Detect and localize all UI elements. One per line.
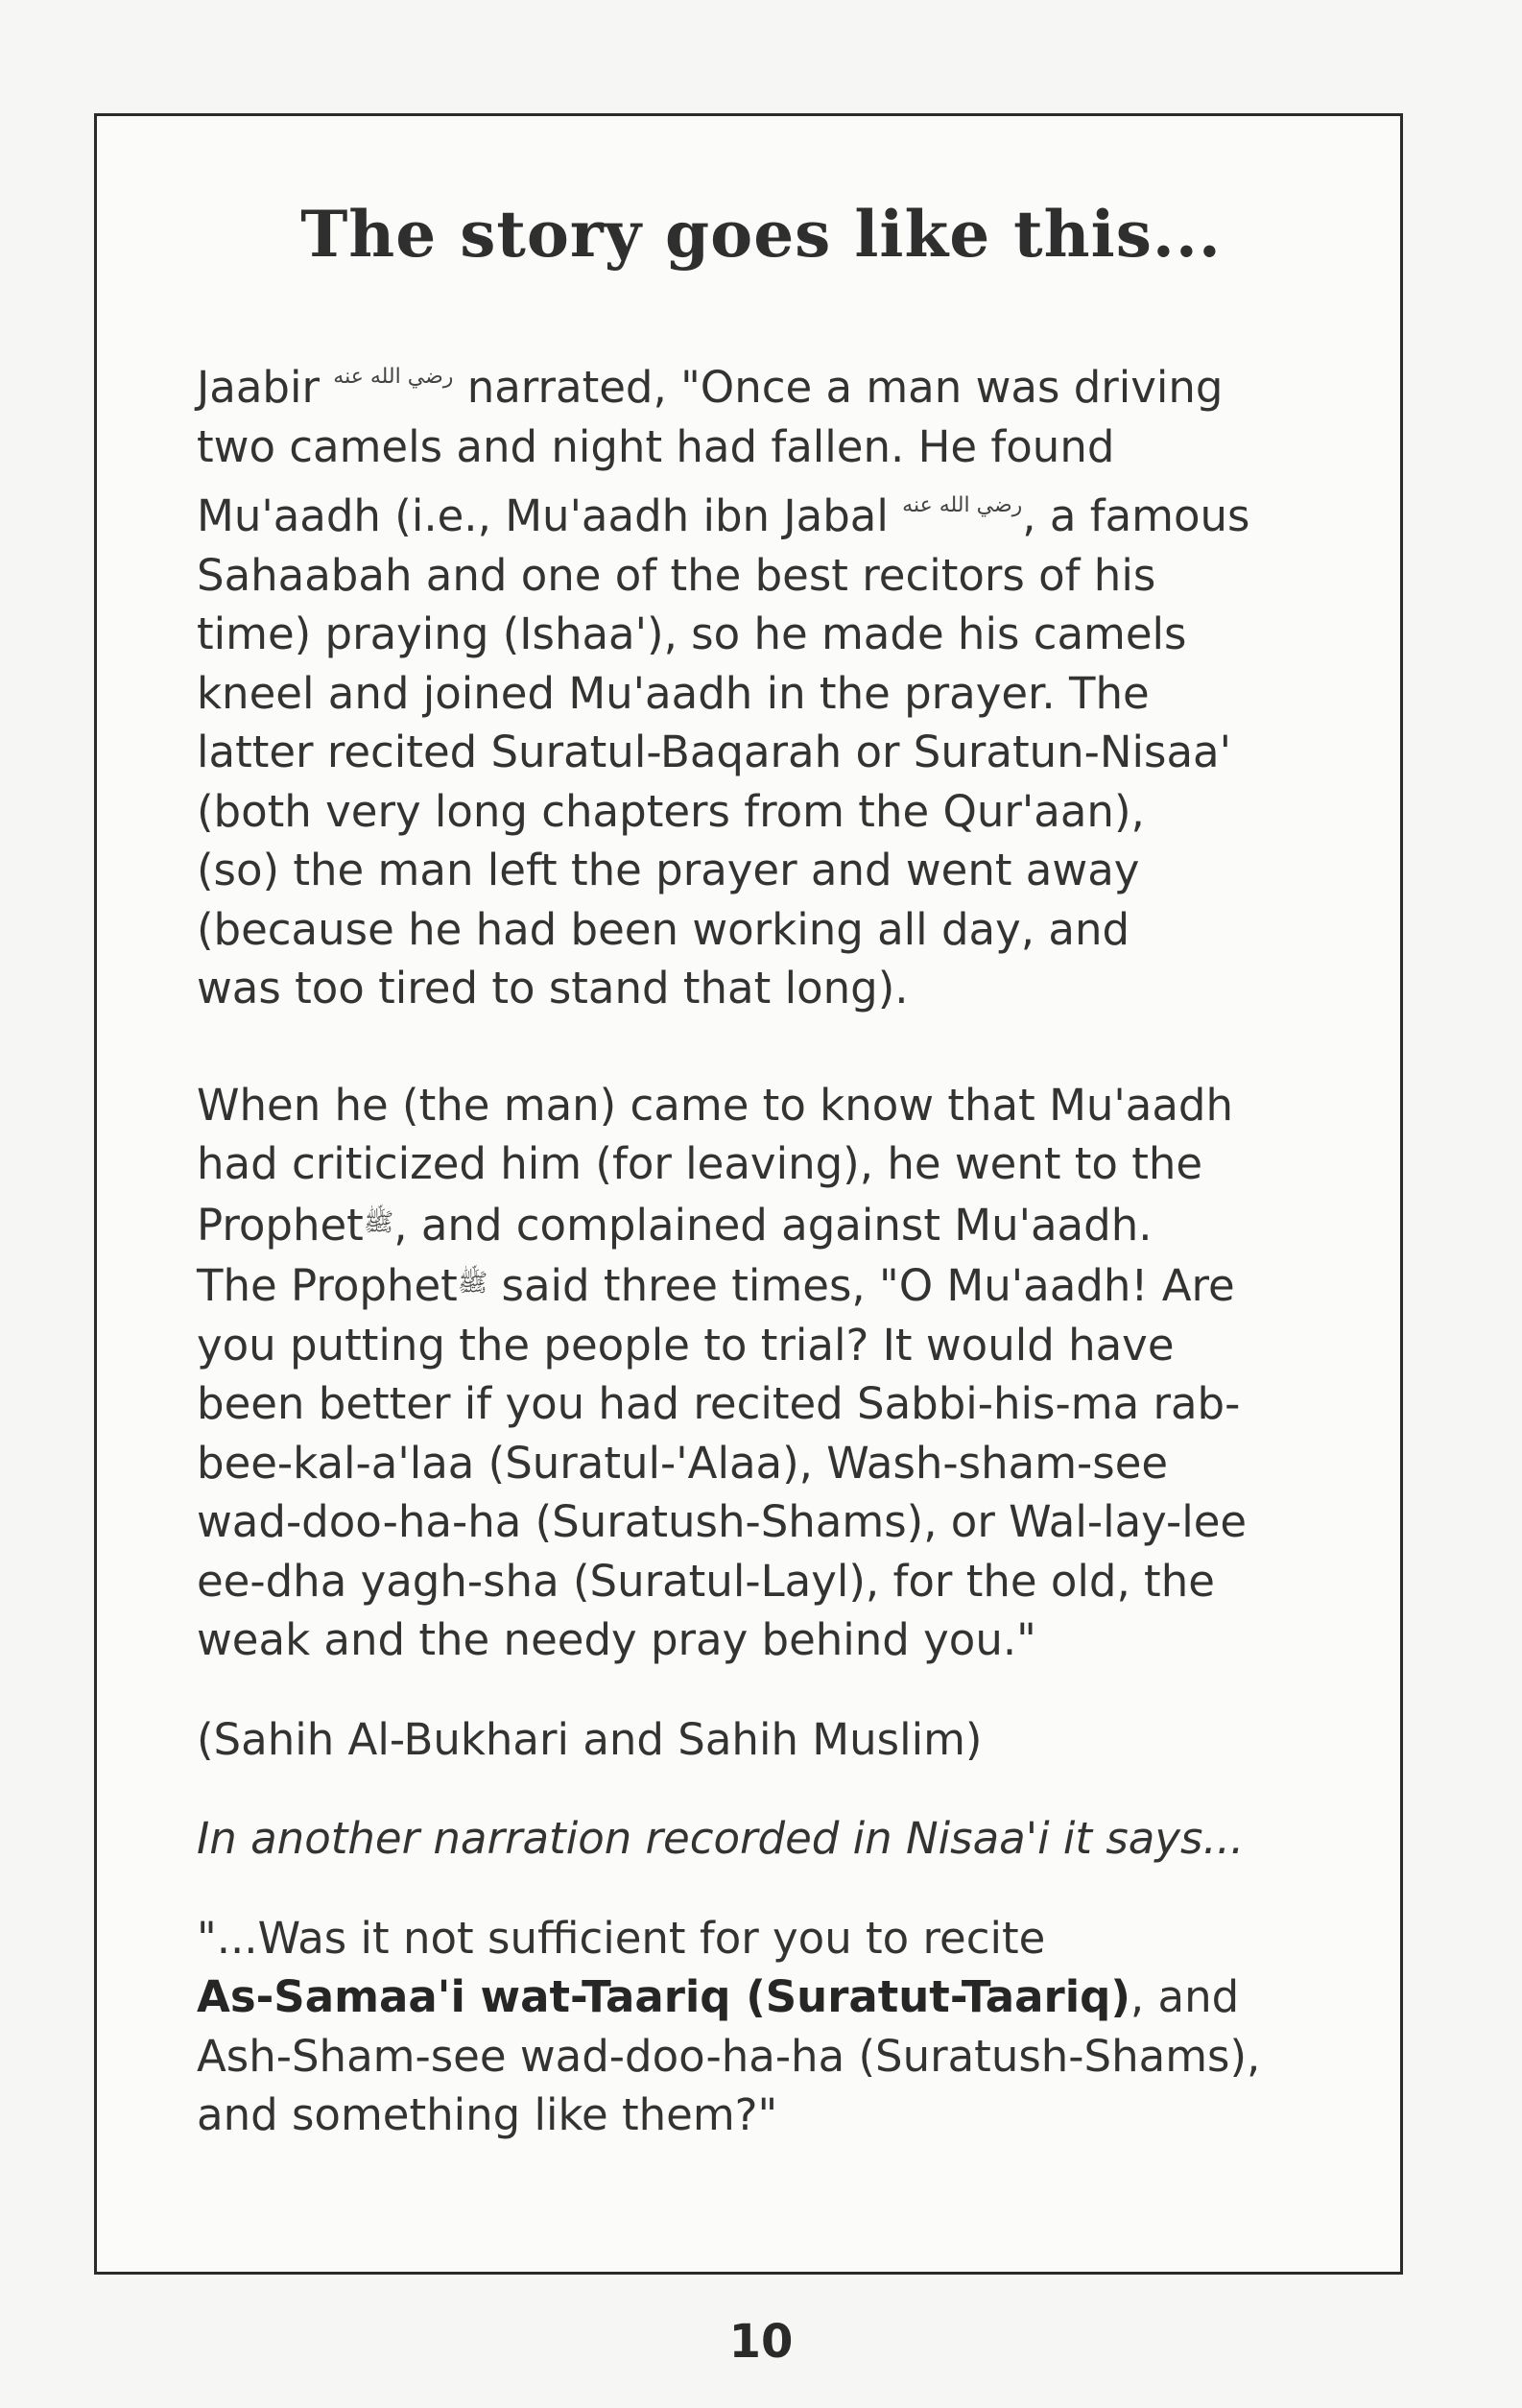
pbuh-symbol: ﷺ (457, 1269, 488, 1298)
source-citation: (Sahih Al-Bukhari and Sahih Muslim) (197, 1713, 983, 1765)
story-content (197, 347, 1372, 2145)
quote-text: "...Was it not sufficient for you to recite (197, 1912, 1046, 1964)
paragraph-text: , and complained against Mu'aadh. The Prophet (197, 1199, 1153, 1311)
narration-intro: In another narration recorded in Nisaa'i it says... (197, 1813, 1245, 1864)
page-title: The story goes like this... (300, 197, 1222, 272)
honorific-symbol: رضي الله عنه (902, 493, 1023, 517)
paragraph-text: , a famous Sahaabah and one of the best recitors of his time) praying (Ishaa'), so he made his camels kneel and joined Mu'aadh in the prayer. The latter recited Suratul-Baqarah or Suratun-Nisaa' (both very long chapters from the Qur'aan), (so) the man left the prayer and went away (because he had been working all day, and was too tired to stand that long). (197, 490, 1250, 1013)
paragraph-text: Jaabir (197, 362, 334, 413)
quote-text: , and Ash-Sham-see wad-doo-ha-ha (Suratush-Shams), and something like them?" (197, 1971, 1261, 2140)
paragraph-text: narrated, "Once a man was driving two camels and night had fallen. He found Mu'aadh (i.e., Mu'aadh ibn Jabal (197, 362, 1224, 541)
quote-bold-text: As-Samaa'i wat-Taariq (Suratut-Taariq) (197, 1971, 1130, 2022)
story-paragraph-2 (197, 1076, 1372, 1670)
story-paragraph-1 (197, 347, 1372, 1018)
honorific-symbol: رضي الله عنه (333, 365, 454, 389)
pbuh-symbol: ﷺ (363, 1207, 394, 1237)
paragraph-text: When he (the man) came to know that Mu'aadh had criticized him (for leaving), he went to the Prophet (197, 1079, 1234, 1251)
narration-quote (197, 1909, 1372, 2145)
paragraph-text: said three times, "O Mu'aadh! Are you putting the people to trial? It would have been better if you had recited Sabbi-his-ma rab- bee-kal-a'laa (Suratul-'Alaa), Wash-sham-see wad-doo-ha-ha (Suratush-Shams), or Wal-lay-lee ee-dha yagh-sha (Suratul-Layl), for the old, the weak and the needy pray behind you." (197, 1260, 1248, 1665)
page-number: 10 (728, 2315, 794, 2369)
